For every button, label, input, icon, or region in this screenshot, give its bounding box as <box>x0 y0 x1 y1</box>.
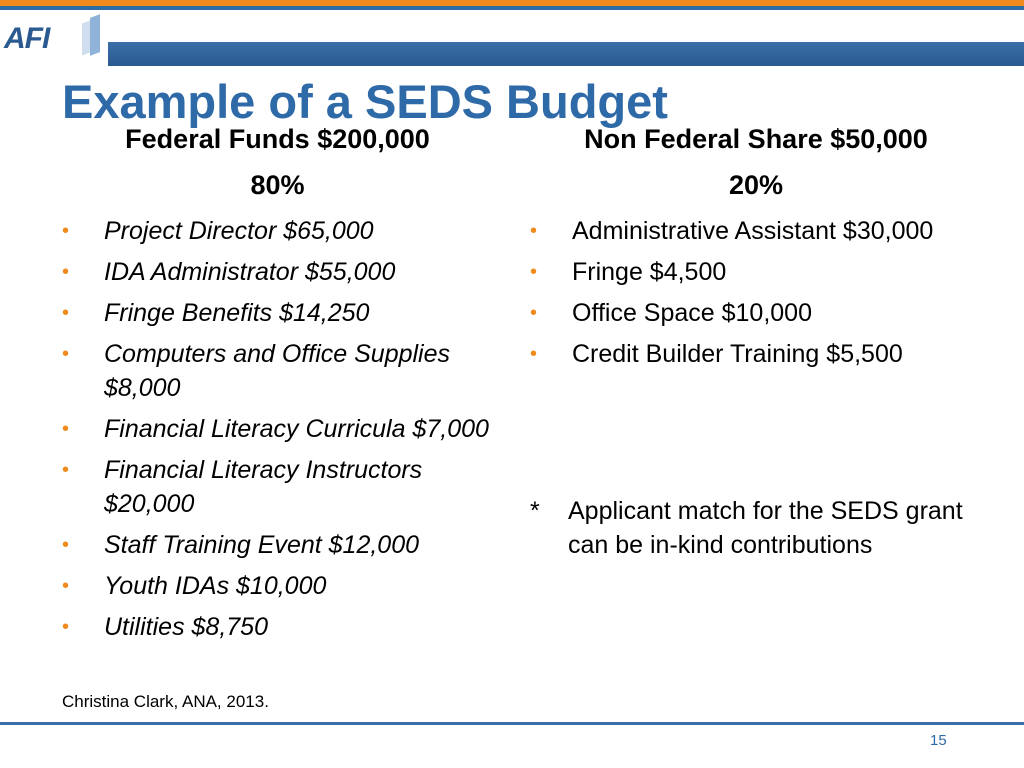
logo-mark <box>90 14 100 56</box>
list-item-text: Administrative Assistant $30,000 <box>572 217 934 245</box>
bullet-icon: • <box>62 302 70 324</box>
header-band <box>0 42 1024 66</box>
footer-divider <box>0 722 1024 725</box>
list-item <box>62 412 512 446</box>
list-item-text: Youth IDAs $10,000 <box>104 572 327 600</box>
list-item-text: Fringe Benefits $14,250 <box>104 299 370 327</box>
non-federal-percent: 20% <box>728 170 784 200</box>
non-federal-heading: Non Federal Share $50,000 <box>584 124 928 154</box>
bullet-icon: • <box>62 418 70 440</box>
list-item <box>530 337 970 371</box>
federal-funds-list <box>62 214 512 651</box>
list-item-text: Computers and Office Supplies $8,000 <box>104 340 451 402</box>
list-item-text: Fringe $4,500 <box>572 258 727 286</box>
list-item-text: Credit Builder Training $5,500 <box>572 340 903 368</box>
non-federal-list <box>530 214 970 378</box>
list-item <box>62 337 512 405</box>
list-item-text: Staff Training Event $12,000 <box>104 531 420 559</box>
logo-text: AFI <box>4 22 50 55</box>
bullet-icon: • <box>62 261 70 283</box>
bullet-icon: • <box>530 343 538 365</box>
list-item <box>62 528 512 562</box>
asterisk-marker: * <box>530 497 540 525</box>
list-item <box>62 296 512 330</box>
list-item <box>530 296 970 330</box>
list-item <box>530 214 970 248</box>
bullet-icon: • <box>62 220 70 242</box>
list-item-text: IDA Administrator $55,000 <box>104 258 396 286</box>
list-item <box>62 453 512 521</box>
source-credit: Christina Clark, ANA, 2013. <box>62 692 269 711</box>
bullet-icon: • <box>62 575 70 597</box>
federal-funds-percent: 80% <box>250 170 305 200</box>
bullet-icon: • <box>62 343 70 365</box>
list-item-text: Financial Literacy Curricula $7,000 <box>104 415 489 443</box>
list-item <box>62 214 512 248</box>
bullet-icon: • <box>62 616 70 638</box>
list-item <box>62 610 512 644</box>
bullet-icon: • <box>62 459 70 481</box>
bullet-icon: • <box>530 220 538 242</box>
list-item <box>62 569 512 603</box>
slide-title: Example of a SEDS Budget <box>62 75 668 128</box>
bullet-icon: • <box>62 534 70 556</box>
federal-funds-heading: Federal Funds $200,000 <box>125 124 430 154</box>
logo-mark-light <box>82 21 90 56</box>
match-note <box>530 494 970 562</box>
page-number: 15 <box>930 732 947 749</box>
bullet-icon: • <box>530 261 538 283</box>
list-item-text: Financial Literacy Instructors $20,000 <box>104 456 423 518</box>
bullet-icon: • <box>530 302 538 324</box>
list-item-text: Project Director $65,000 <box>104 217 374 245</box>
match-note-text: Applicant match for the SEDS grant can be in-kind contributions <box>568 497 963 559</box>
list-item <box>62 255 512 289</box>
list-item-text: Office Space $10,000 <box>572 299 812 327</box>
list-item <box>530 255 970 289</box>
top-blue-stripe <box>0 6 1024 10</box>
list-item-text: Utilities $8,750 <box>104 613 268 641</box>
afi-logo <box>0 12 108 66</box>
